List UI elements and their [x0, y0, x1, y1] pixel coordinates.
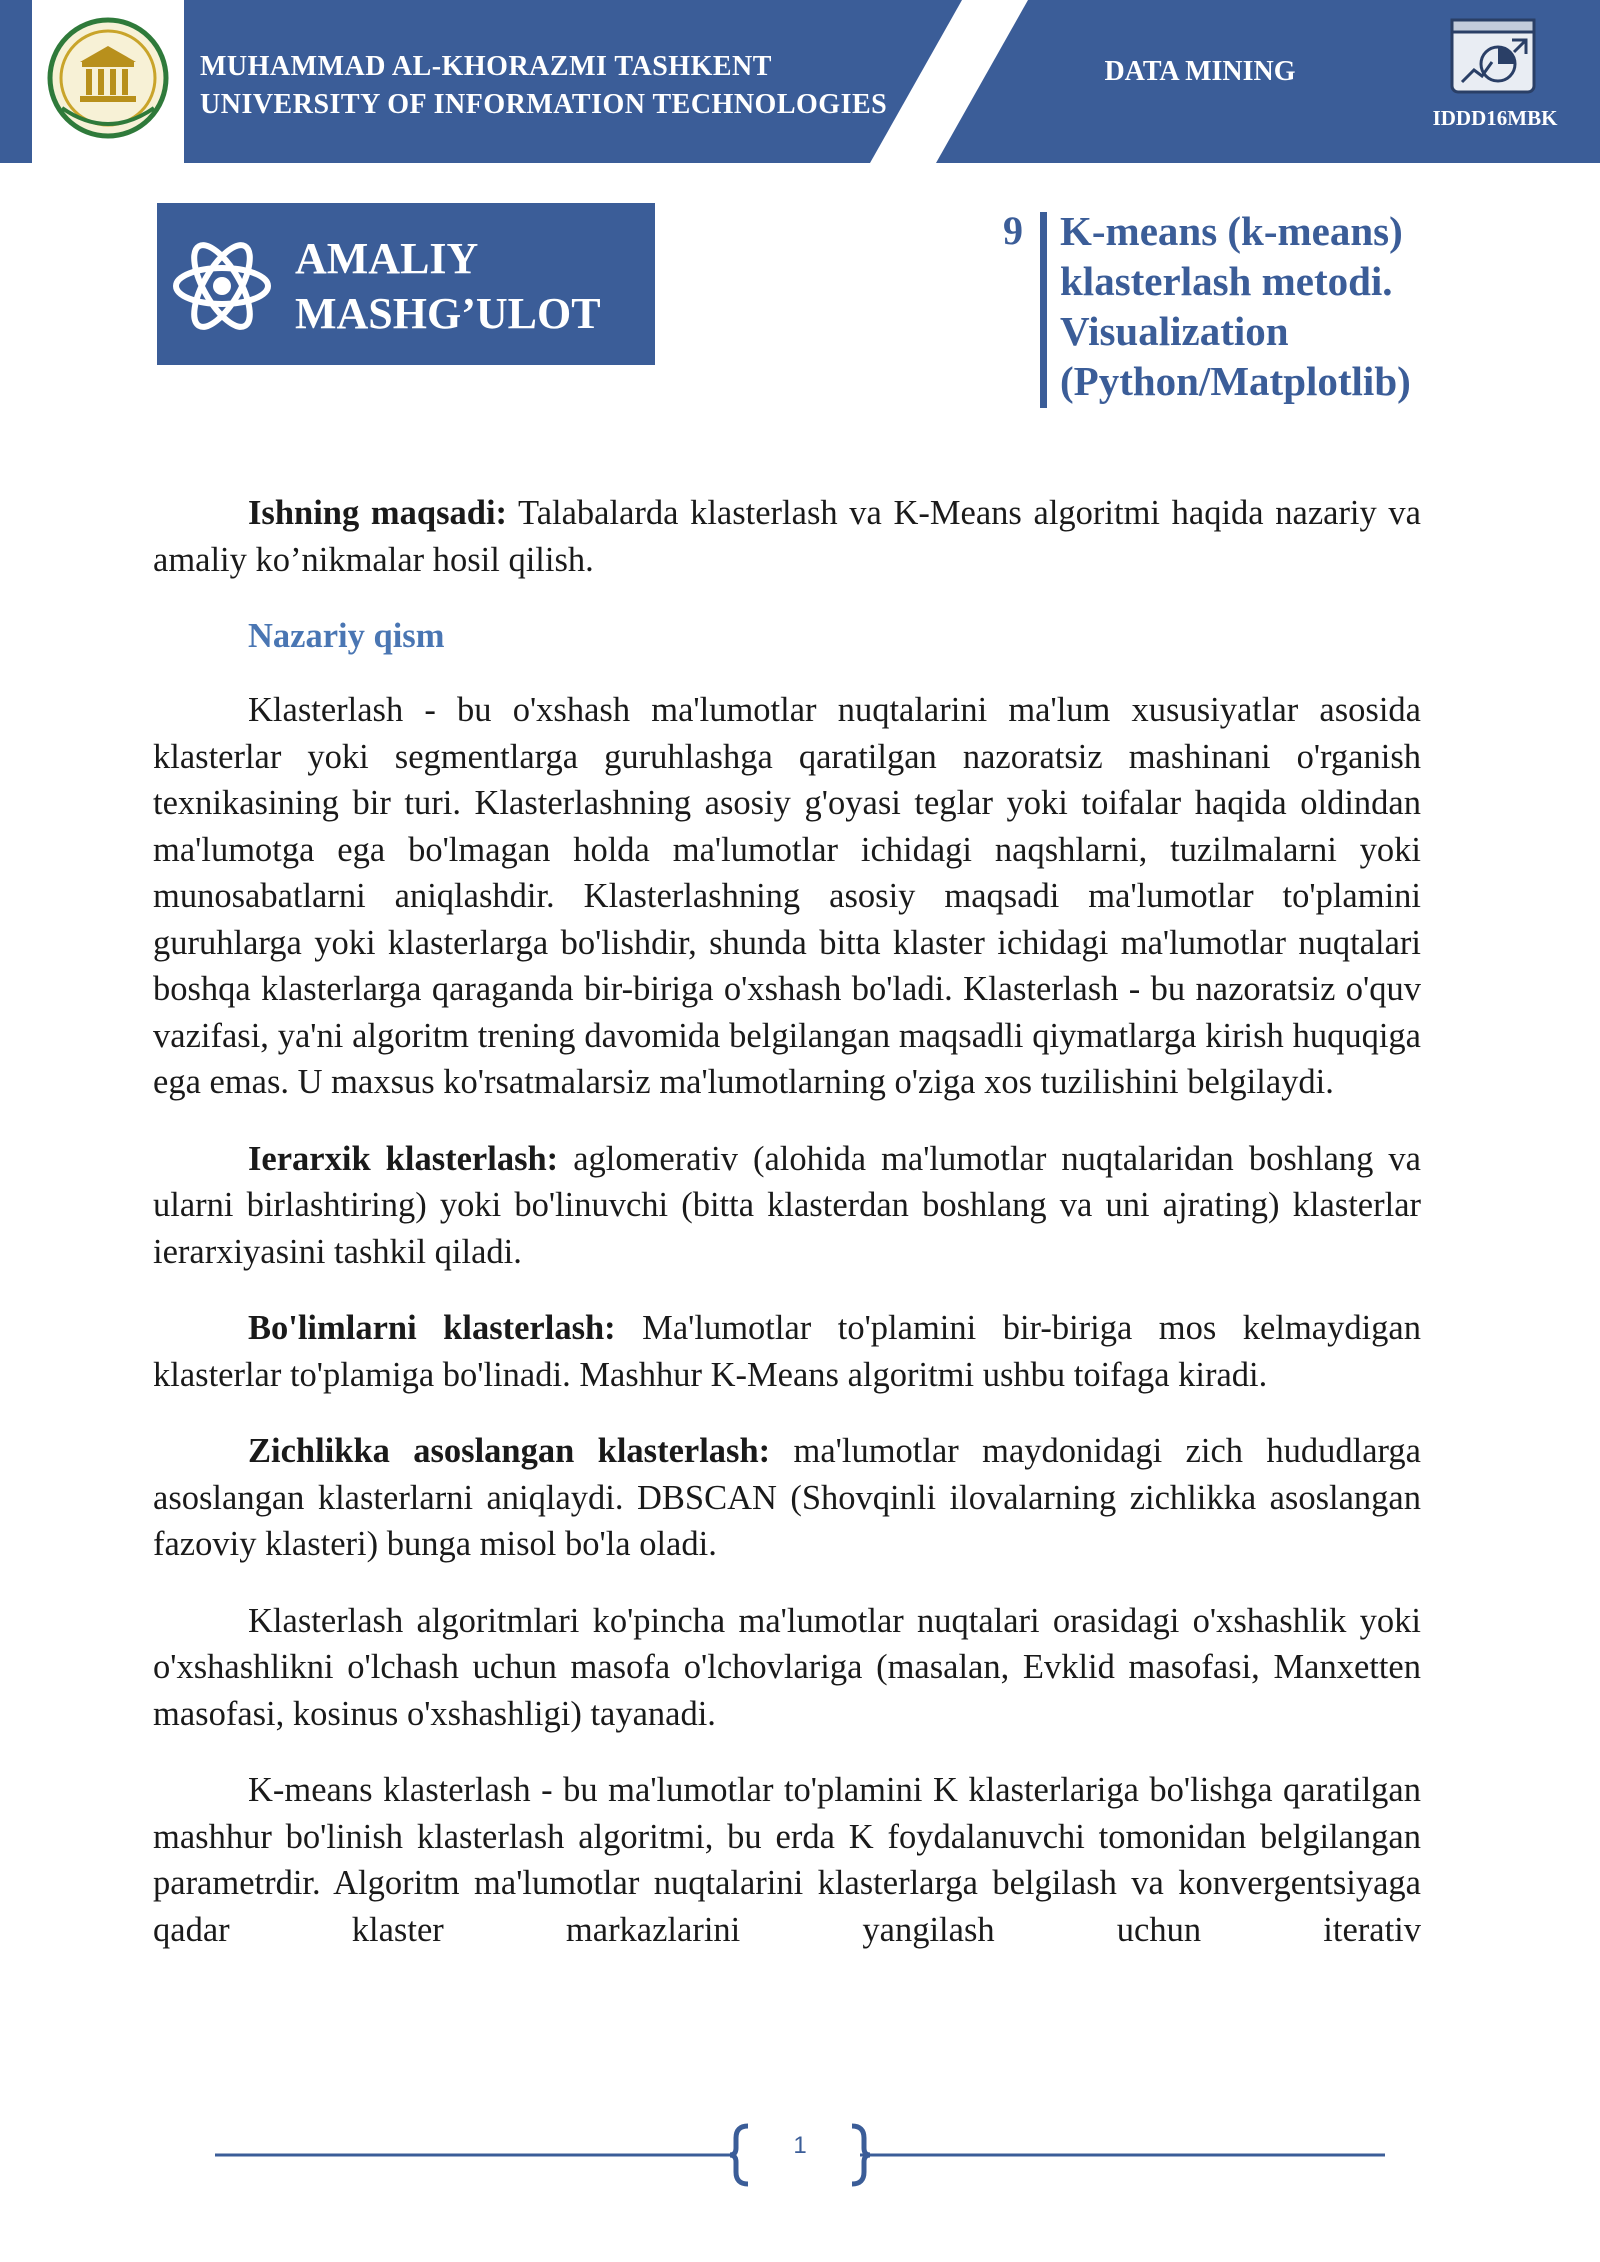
lesson-type-line2: MASHG’ULOT	[295, 289, 601, 338]
document-body	[153, 490, 1421, 1983]
lesson-type-text	[295, 231, 645, 341]
partitional-label: Bo'limlarni klasterlash:	[248, 1309, 616, 1347]
goal-label: Ishning maqsadi:	[248, 494, 508, 532]
density-text: ma'lumotlar maydonidagi zich hududlarga asoslangan klasterlarni aniqlaydi. DBSCAN (Shovqinli ilovalarning zichlikka asoslangan fazoviy klasteri) bunga misol bo'la oladi.	[153, 1432, 1421, 1563]
course-code: IDDD16MBK	[1432, 106, 1558, 130]
hierarchical-text: aglomerativ (alohida ma'lumotlar nuqtalaridan boshlang va ularni birlashtiring) yoki bo'linuvchi (bitta klasterdan boshlang va uni ajrating) klasterlar ierarxiyasini tashkil qiladi.	[153, 1139, 1421, 1271]
page-footer	[0, 2110, 1600, 2190]
density-clustering-paragraph	[153, 1428, 1421, 1568]
course-title: DATA MINING	[1104, 56, 1296, 87]
topic-title-line2: klasterlash metodi.	[1060, 258, 1393, 304]
section-title: Nazariy qism	[248, 617, 445, 655]
topic-title-line3: Visualization	[1060, 308, 1289, 354]
kmeans-paragraph: K-means klasterlash - bu ma'lumotlar to'plamini K klasterlariga bo'lishga qaratilgan mashhur bo'linish klasterlash algoritmi, bu erda K foydalanuvchi tomonidan belgilangan parametrdir. Algoritm ma'lumotlar nuqtalarini klasterlarga belgilash va konvergentsiyaga qadar klaster markazlarini yangilash uchun iterativ	[153, 1771, 1421, 1949]
topic-divider	[1040, 212, 1047, 408]
density-label: Zichlikka asoslangan klasterlash:	[248, 1432, 771, 1470]
university-name	[200, 48, 900, 124]
clustering-definition-paragraph: Klasterlash - bu o'xshash ma'lumotlar nuqtalarini ma'lum xususiyatlar asosida klasterlar yoki segmentlarga guruhlashga qaratilgan nazoratsiz mashinani o'rganish texnikasining bir turi. Klasterlashning asosiy g'oyasi teglar yoki toifalar haqida oldindan ma'lumotga ega bo'lmagan holda ma'lumotlar ichidagi naqshlarni, tuzilmalarni yoki munosabatlarni aniqlashdir. Klasterlashning asosiy maqsadi ma'lumotlar to'plamini guruhlarga yoki klasterlarga bo'lishdir, shunda bitta klaster ichidagi ma'lumotlar nuqtalari boshqa klasterlarga qaraganda bir-biriga o'xshash bo'ladi. Klasterlash - bu nazoratsiz o'quv vazifasi, ya'ni algoritm trening davomida belgilangan maqsadli qiymatlarga kirish huquqiga ega emas. U maxsus ko'rsatmalarsiz ma'lumotlarning o'ziga xos tuzilishini belgilaydi.	[153, 691, 1421, 1101]
university-name-line2: UNIVERSITY OF INFORMATION TECHNOLOGIES	[200, 89, 888, 120]
hierarchical-clustering-paragraph	[153, 1136, 1421, 1276]
topic-title-line4: (Python/Matplotlib)	[1060, 358, 1411, 404]
page-number: 1	[793, 2132, 807, 2159]
topic-title	[1060, 206, 1560, 406]
analytics-chart-icon	[1448, 16, 1538, 100]
hierarchical-label: Ierarxik klasterlash:	[248, 1139, 559, 1178]
university-logo	[32, 0, 184, 163]
goal-paragraph	[153, 490, 1421, 583]
lesson-type-banner	[157, 203, 655, 365]
document-header	[0, 0, 1600, 163]
atom-icon	[169, 233, 275, 339]
topic-number: 9	[1003, 208, 1023, 253]
university-emblem-icon	[32, 0, 184, 163]
partitional-clustering-paragraph	[153, 1305, 1421, 1398]
lesson-type-line1: AMALIY	[295, 234, 479, 283]
university-name-line1: MUHAMMAD AL-KHORAZMI TASHKENT	[200, 51, 772, 82]
goal-text: Talabalarda klasterlash va K-Means algoritmi haqida nazariy va amaliy ko’nikmalar hosil qilish.	[153, 494, 1421, 579]
partitional-text: Ma'lumotlar to'plamini bir-biriga mos kelmaydigan klasterlar to'plamiga bo'linadi. Mashhur K-Means algoritmi ushbu toifaga kiradi.	[153, 1309, 1421, 1394]
topic-title-line1: K-means (k-means)	[1060, 208, 1403, 254]
distance-measures-paragraph: Klasterlash algoritmlari ko'pincha ma'lumotlar nuqtalari orasidagi o'xshashlik yoki o'xshashlikni o'lchash uchun masofa o'lchovlariga (masalan, Evklid masofasi, Manxetten masofasi, kosinus o'xshashligi) tayanadi.	[153, 1601, 1421, 1733]
